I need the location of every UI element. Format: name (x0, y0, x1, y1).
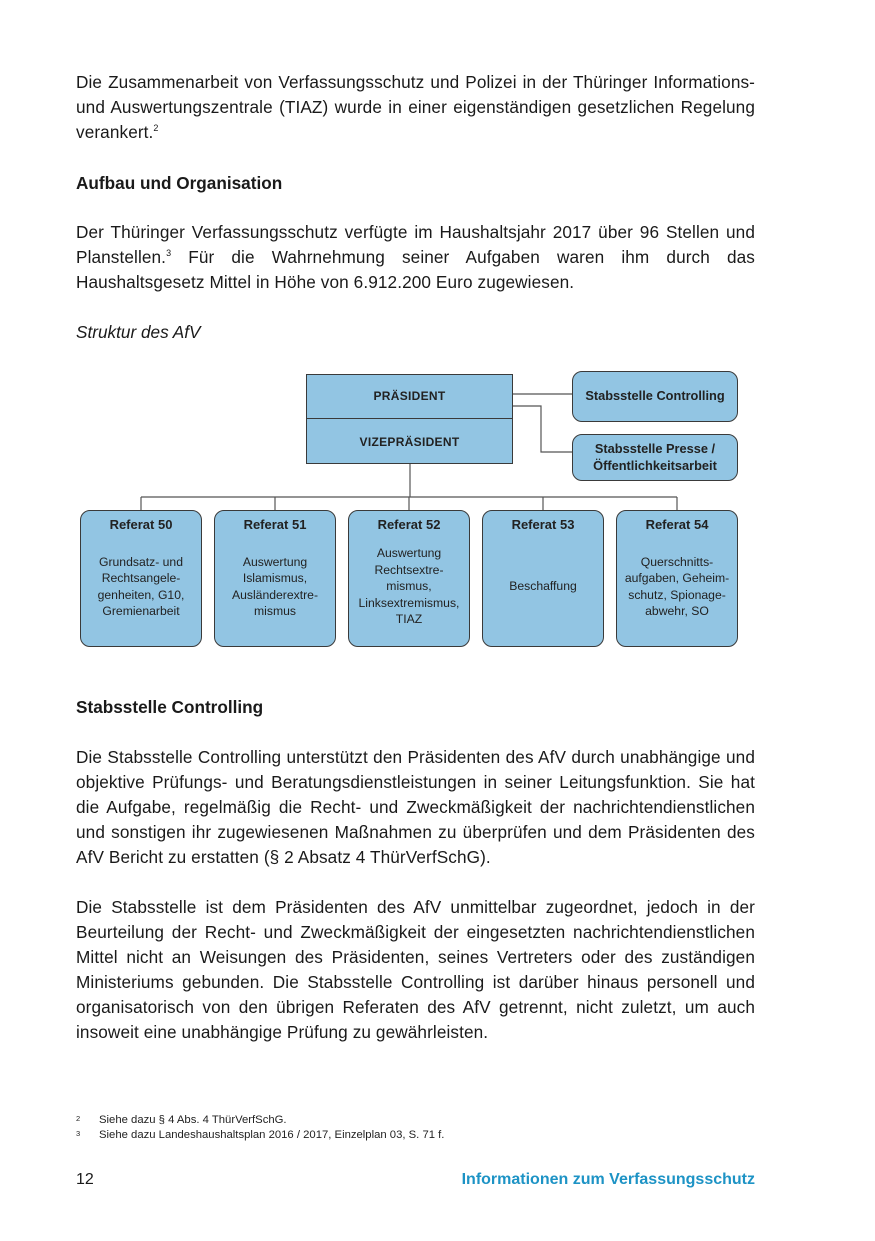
footnote-ref-2: 2 (153, 123, 159, 133)
staff-presse-box (572, 434, 738, 481)
footnote-ref-3: 3 (166, 248, 172, 258)
department-title: Referat 51 (243, 517, 307, 532)
connector-presse (513, 406, 572, 452)
department-description: Beschaffung (509, 579, 577, 594)
heading-stabsstelle-controlling: Stabsstelle Controlling (76, 697, 264, 717)
budget-paragraph: Der Thüringer Verfassungsschutz verfügte im Haushaltsjahr 2017 über 96 Stellen und Planstellen.$^3$ Für die Wahrnehmung seiner Aufgaben waren ihm durch das Haushaltsgesetz Mittel in Höhe von 6.912.200 Euro zugewiesen. (76, 222, 755, 292)
heading-aufbau-organisation: Aufbau und Organisation (76, 173, 283, 193)
department-description: Auswertung Rechtsextre- mismus, Linksextremismus, TIAZ (358, 546, 460, 627)
department-title: Referat 54 (645, 517, 709, 532)
page-number: 12 (76, 1171, 94, 1188)
chart-caption: Struktur des AfV (76, 322, 201, 342)
department-box-ref52 (348, 510, 470, 647)
controlling-paragraph-2: Die Stabsstelle ist dem Präsidenten des AfV unmittelbar zugeordnet, jedoch in der Beurteilung der Recht- und Zweckmäßigkeit der eingesetzten nachrichtendienstlichen Mittel nicht an Weisungen des Präsidenten, seines Vertreters oder des zuständigen Ministeriums gebunden. Die Stabsstelle Controlling ist darüber hinaus personell und organisatorisch von den übrigen Referaten des AfV getrennt, nicht zuletzt, um auch insoweit eine unabhängige Prüfung zu gewährleisten. (76, 897, 755, 1042)
department-title: Referat 53 (511, 517, 575, 532)
staff-presse-line-1: Stabsstelle Presse / (594, 441, 716, 456)
vice-president-box: VIZEPRÄSIDENT (306, 418, 513, 464)
department-description: Grundsatz- und Rechtsangele- genheiten, G10, Gremienarbeit (97, 554, 185, 618)
president-box: PRÄSIDENT (306, 374, 513, 419)
footer-title: Informationen zum Verfassungsschutz (461, 1171, 755, 1188)
department-title: Referat 50 (109, 517, 173, 532)
footnote-number: 3 (76, 1129, 81, 1138)
department-box-ref53 (482, 510, 604, 647)
staff-presse-line-2: Öffentlichkeitsarbeit (593, 457, 717, 473)
footnote-text: Siehe dazu § 4 Abs. 4 ThürVerfSchG. (99, 1114, 287, 1126)
footnote-text: Siehe dazu Landeshaushaltsplan 2016 / 2017, Einzelplan 03, S. 71 f. (99, 1129, 445, 1141)
staff-controlling-box: Stabsstelle Controlling (572, 371, 738, 422)
controlling-paragraph-1: Die Stabsstelle Controlling unterstützt den Präsidenten des AfV durch unabhängige und objektive Prüfungs- und Beratungsdienstleistungen in seiner Leitungsfunktion. Sie hat die Aufgabe, regelmäßig die Recht- und Zweckmäßigkeit der nachrichtendienstlichen und sonstigen ihr zugewiesenen Maßnahmen zu überprüfen und dem Präsidenten des AfV Bericht zu erstatten (§ 2 Absatz 4 ThürVerfSchG). (76, 747, 755, 867)
intro-paragraph: Die Zusammenarbeit von Verfassungsschutz und Polizei in der Thüringer Informations- und Auswertungszentrale (TIAZ) wurde in einer eigenständigen gesetzlichen Regelung verankert.$^2$ (76, 72, 755, 142)
department-description: Querschnitts- aufgaben, Geheim- schutz, Spionage- abwehr, SO (624, 554, 730, 618)
footnote-number: 2 (76, 1114, 81, 1123)
department-box-ref51 (214, 510, 336, 647)
department-box-ref54 (616, 510, 738, 647)
department-title: Referat 52 (377, 517, 441, 532)
department-description: Auswertung Islamismus, Ausländerextre- mismus (231, 554, 319, 618)
department-box-ref50 (80, 510, 202, 647)
